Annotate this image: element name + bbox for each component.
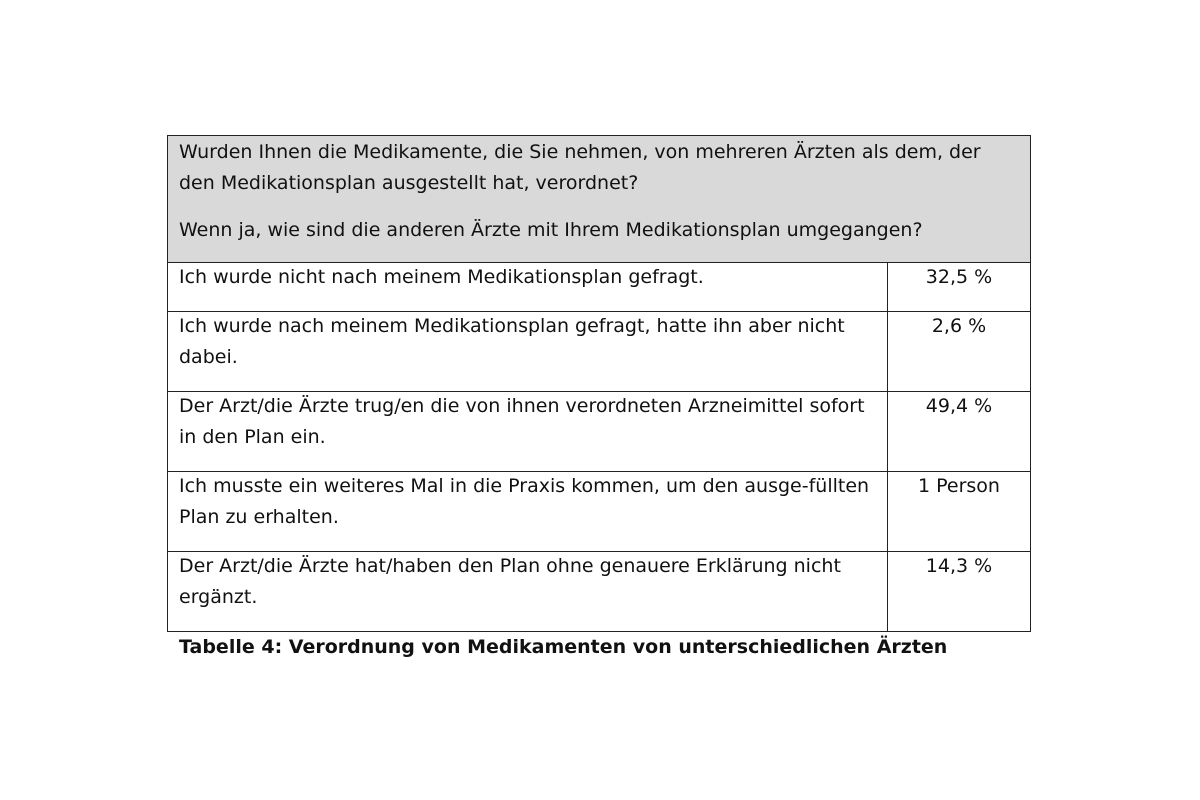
value-cell: [888, 552, 1031, 632]
answer-value: 2,6 %: [931, 315, 987, 337]
table-row: [168, 472, 1031, 552]
value-cell: [888, 392, 1031, 472]
table-caption: Tabelle 4: Verordnung von Medikamenten von unterschiedlichen Ärzten: [179, 636, 948, 658]
answer-text: Ich musste ein weiteres Mal in die Praxis kommen, um den ausge-füllten Plan zu erhalten.: [179, 475, 870, 528]
table-row: [168, 392, 1031, 472]
header-question-2: Wenn ja, wie sind die anderen Ärzte mit Ihrem Medikationsplan umgegangen?: [179, 219, 923, 241]
table-row: [168, 312, 1031, 392]
answer-cell: [168, 392, 888, 472]
answer-value: 14,3 %: [925, 555, 993, 577]
header-question-1: Wurden Ihnen die Medikamente, die Sie nehmen, von mehreren Ärzten als dem, der den Medikationsplan ausgestellt hat, verordnet?: [179, 141, 981, 194]
table-header-cell: [168, 136, 1031, 263]
answer-value: 49,4 %: [925, 395, 993, 417]
table-row: [168, 263, 1031, 312]
answer-cell: [168, 263, 888, 312]
table-row: [168, 552, 1031, 632]
table-header-row: [168, 136, 1031, 263]
survey-table: [167, 135, 1031, 632]
value-cell: [888, 312, 1031, 392]
answer-text: Ich wurde nach meinem Medikationsplan gefragt, hatte ihn aber nicht dabei.: [179, 315, 845, 368]
answer-text: Der Arzt/die Ärzte trug/en die von ihnen verordneten Arzneimittel sofort in den Plan ein.: [179, 395, 865, 448]
answer-value: 32,5 %: [925, 266, 993, 288]
answer-text: Ich wurde nicht nach meinem Medikationsplan gefragt.: [179, 266, 704, 288]
answer-cell: [168, 312, 888, 392]
answer-cell: [168, 552, 888, 632]
value-cell: [888, 263, 1031, 312]
answer-text: Der Arzt/die Ärzte hat/haben den Plan ohne genauere Erklärung nicht ergänzt.: [179, 555, 841, 608]
value-cell: [888, 472, 1031, 552]
answer-value: 1 Person: [918, 475, 1000, 497]
answer-cell: [168, 472, 888, 552]
